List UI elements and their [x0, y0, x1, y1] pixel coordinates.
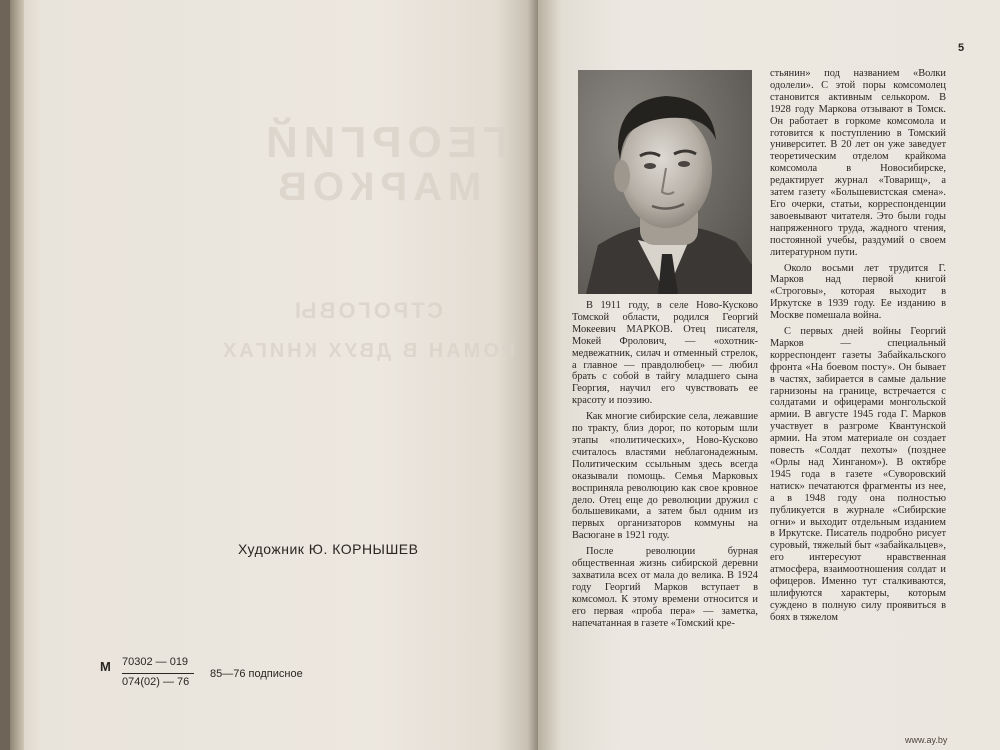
page-edge: [10, 0, 24, 750]
show-through-text: РОМАН В ДВУХ КНИГАХ: [220, 340, 515, 362]
page-number: 5: [958, 42, 965, 54]
imprint-numerator: 70302 — 019: [122, 656, 189, 668]
portrait-image: [578, 70, 752, 294]
paragraph: В 1911 году, в селе Ново-Кусково Томской области, родился Георгий Мокеевич МАРКОВ. Отец писателя, Мокей Фролович, — «охотник-медвежатник, силач и отменный стрелок, а главное — правдолюбец» — любил брать с собой в тайгу младшего сына Георгия, научил его чувствовать ее красоту и поэзию.: [572, 300, 758, 407]
imprint-fraction-rule: [122, 673, 194, 674]
paragraph: После революции бурная общественная жизнь сибирской деревни захватила всех от мала до велика. В 1924 году Георгий Марков вступает в комсомол. К этому времени относится и его первая «проба пера» — заметка, напечатанная в газете «Томский кре-: [572, 546, 758, 629]
imprint-denominator: 074(02) — 76: [122, 676, 190, 688]
publishing-imprint: [100, 656, 360, 696]
artist-credit: Художник Ю. КОРНЫШЕВ: [238, 541, 419, 557]
show-through-text: СТРОГОВЫ: [292, 298, 443, 323]
author-portrait-photo: [578, 70, 752, 294]
show-through-text: МАРКОВ: [272, 165, 482, 209]
show-through-text: ГЕОРГИЙ: [260, 118, 509, 167]
paragraph: Около восьми лет трудится Г. Марков над первой книгой «Строговы», которая выходит в Иркутске в 1939 году. Ее изданию в Москве помешала война.: [770, 262, 946, 322]
paragraph: Как многие сибирские села, лежавшие по тракту, близ дорог, по которым шли этапы «политических», Ново-Кусково считалось властями неблагонадежным. Политическим ссыльным здесь всегда оказывали помощь. Семья Марковых восприняла революцию как свое кровное дело. Отец еще до революции дружил с большевиками, а затем был одним из первых организаторов коммуны на Васюгане в 1921 году.: [572, 411, 758, 542]
watermark: www.ay.by: [905, 735, 948, 745]
paragraph: С первых дней войны Георгий Марков — специальный корреспондент газеты Забайкальского фронта «На боевом посту». Он бывает в частях, забирается в самые дальние гарнизоны на границе, встречается с солдатами и офицерами монгольской армии. В августе 1945 года Г. Марков участвует в разгроме Квантунской армии. На этом материале он создает повесть «Солдат пехоты» (позднее «Орлы над Хинганом»). В октябре 1945 года в газете «Суворовский натиск» печатаются фрагменты из нее, а в 1948 году она полностью публикуется в журнале «Сибирские огни» и выходит отдельным изданием в Иркутске. Писатель подробно рисует суровый, тяжелый быт «забайкальцев», его интересуют нравственная атмосфера, взаимоотношения солдат и офицеров. Именно тут сталкиваются, шлифуются характеры, которым суждено в полную силу проявиться в боях в тяжелом: [770, 326, 946, 623]
text-column-right: [770, 68, 946, 624]
paragraph: стьянин» под названием «Волки одолели». С этой поры комсомолец становится активным селькором. В 1928 году Маркова отзывают в Томск. Он работает в горкоме комсомола и готовится к поступлению в Томский университет. В 20 лет он уже заведует теоретическим отделом крайкома комсомола в Новосибирске, редактирует журнал «Товарищ», а затем газету «Большевистская смена». Его очерки, статьи, корреспонденции завоевывают читателя. Это были годы напряженного труда, жадного чтения, постоянной учебы, раздумий о своем литературном пути.: [770, 68, 946, 258]
left-page: [10, 0, 538, 750]
imprint-tail: 85—76 подписное: [210, 668, 303, 680]
imprint-letter: M: [100, 659, 111, 674]
text-column-left: [572, 300, 758, 629]
